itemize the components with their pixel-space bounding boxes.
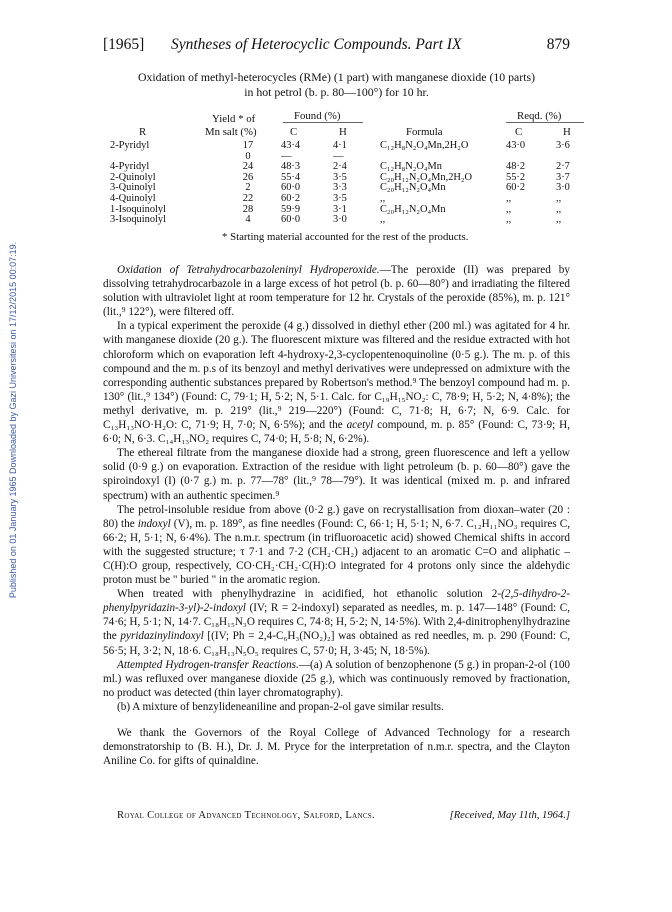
cell-found-h: 3·5: [333, 193, 347, 204]
cell-found-c: —: [281, 150, 292, 162]
paragraph-ethereal-filtrate: [103, 446, 570, 502]
header-yield-bottom: Mn salt (%): [205, 126, 257, 138]
cell-yield: 17: [242, 140, 254, 151]
table-caption-line-2: in hot petrol (b. p. 80—100°) for 10 hr.: [244, 85, 429, 99]
article-body: [103, 263, 570, 768]
acetyl-term: acetyl: [346, 419, 374, 432]
cell-reqd-c: 55·2: [506, 171, 526, 183]
side-provenance-strip: [6, 140, 20, 700]
table-footnote: * Starting material accounted for the rest of the products.: [222, 231, 469, 243]
cell-reqd-h: 3·7: [556, 171, 570, 183]
compound-name-pyridazinyl: (2,5-dihydro-2-phenylpyridazin-3-yl)-2-indoxyl: [103, 588, 570, 615]
cell-reqd-c: ,,: [506, 203, 512, 215]
cell-found-h: 3·3: [333, 182, 347, 194]
cell-r: 1-Isoquinolyl: [110, 203, 166, 215]
cell-formula: C₁₂H₈N₂O₄Mn,2H₂O: [380, 140, 469, 151]
reqd-rule: [506, 122, 584, 123]
header-found: Found (%): [294, 110, 341, 122]
found-rule: [283, 122, 363, 123]
cell-formula: ,,: [380, 193, 386, 204]
page-number: 879: [546, 36, 570, 53]
header-title: Syntheses of Heterocyclic Compounds. Part IX: [171, 36, 462, 53]
cell-reqd-c: 43·0: [506, 140, 526, 151]
paragraph-peroxide-prep: [103, 263, 570, 319]
provenance-note[interactable]: Published on 01 January 1965 Downloaded by Gazi Universitesi on 17/12/2015 00:07:19.: [8, 241, 18, 599]
cell-r: 3-Isoquinolyl: [110, 214, 166, 226]
paragraph-phenylhydrazine: [103, 587, 570, 657]
paragraph-text: [(IV; Ph = 2,4-C₆H₃(NO₂)₂] was obtained as red needles, m. p. 290 (Found: C, 56·5; H, 3·2; N, 18·6. C₁₈H₁₃N₅O₅ requires C, 57·0; H, 3·45; N, 18·5%).: [103, 630, 571, 657]
cell-yield: 2: [245, 182, 251, 194]
header-year: [1965]: [103, 36, 145, 53]
cell-reqd-h: ,,: [556, 193, 562, 204]
paragraph-text: In a typical experiment the peroxide (4 g.) dissolved in diethyl ether (200 ml.) was agitated for 4 hr. with manganese dioxide (20 g.). The fluorescent mixture was filtered and the residue extracted with hot chloroform which on evaporation left 4-hydroxy-2,3-cyclopentenoquinoline (0·5 g.). The m. p. of this compound and the m. p.s of its benzoyl and methyl derivatives were undepressed on admixture with the corresponding authentic substances prepared by Robertson's method.⁹ The benzoyl compound had m. p. 130° (lit.,⁹ 134°) (Found: C, 79·1; H, 5·2; N, 5·1. Calc. for C₁₉H₁₅NO₂: C, 78·9; H, 5·2; N, 4·8%); the methyl derivative, m. p. 219° (lit.,⁹ 219—220°) (Found: C, 71·8; H, 6·7; N, 6·9. Calc. for C₁₃H₁₃NO·H₂O: C, 71·9; H, 7·0; N, 6·5%); and the: [103, 320, 570, 432]
header-reqd-h: H: [563, 126, 571, 138]
cell-reqd-c: ,,: [506, 214, 512, 226]
table-caption: [103, 70, 570, 100]
cell-r: 4-Quinolyl: [110, 193, 156, 204]
cell-yield: 4: [245, 214, 251, 226]
paragraph-petrol-insoluble: [103, 503, 570, 588]
cell-found-h: 3·1: [333, 203, 347, 215]
cell-formula: C₂₀H₁₂N₂O₄Mn: [380, 182, 446, 194]
acknowledgements: [103, 726, 570, 768]
header-yield-top: Yield * of: [212, 113, 256, 125]
header-formula: Formula: [406, 126, 443, 138]
compound-name-pyridazinylindoxyl: pyridazinylindoxyl: [120, 630, 204, 643]
cell-reqd-h: 3·6: [556, 140, 570, 151]
cell-formula: C₂₀H₁₂N₂O₄Mn,2H₂O: [380, 171, 473, 183]
paragraph-hydrogen-transfer: [103, 658, 570, 700]
cell-found-h: 2·4: [333, 161, 347, 173]
cell-reqd-c: 48·2: [506, 161, 526, 173]
cell-reqd-h: 3·0: [556, 182, 570, 194]
cell-found-h: 4·1: [333, 140, 347, 151]
cell-found-c: 60·0: [281, 182, 301, 194]
cell-reqd-c: ,,: [506, 193, 512, 204]
table-caption-line-1: Oxidation of methyl-heterocycles (RMe) (1 part) with manganese dioxide (10 parts): [137, 70, 536, 84]
cell-r: 2-Pyridyl: [110, 140, 150, 151]
paragraph-benzylideneaniline: [103, 700, 570, 714]
paragraph-text: (IV; R = 2-indoxyl) separated as needles, m. p. 147—148° (Found: C, 74·6; H, 5·1; N, 14·7. C₁₈H₁₅N₃O requires C, 74·8; H, 5·2; N, 14·5%). With 2,4-dinitrophenylhydrazine the: [103, 602, 571, 643]
paragraph-text: —(a) A solution of benzophenone (5 g.) in propan-2-ol (100 ml.) was refluxed over manganese dioxide (25 g.), which was continuously removed by fractionation, no product was detected (thin layer chromatography).: [103, 658, 571, 699]
paragraph-text: The ethereal filtrate from the manganese dioxide had a strong, green fluorescence and left a yellow solid (0·9 g.) on evaporation. Extraction of the residue with light petroleum (b. p. 60—80°) gave the spiroindoxyl (I) (0·7 g.) m. p. 77—78° (lit.,⁹ 78—79°). It was identical (mixed m. p. and infrared spectrum) with an authentic specimen.⁹: [103, 447, 570, 502]
cell-found-c: 60·2: [281, 193, 301, 204]
header-found-h: H: [339, 126, 347, 138]
header-reqd-c: C: [515, 126, 523, 138]
header-found-c: C: [290, 126, 298, 138]
cell-found-c: 55·4: [281, 171, 301, 183]
cell-yield: 22: [242, 193, 254, 204]
cell-reqd-h: ,,: [556, 214, 562, 226]
header-r: R: [139, 126, 147, 138]
paragraph-text: The petrol-insoluble residue from above (0·2 g.) gave on recrystallisation from dioxan–water (20 : 80) the: [103, 503, 570, 530]
institution: Royal College of Advanced Technology, Salford, Lancs.: [117, 810, 375, 821]
running-header: [103, 36, 570, 56]
cell-yield: 0: [245, 150, 251, 162]
cell-reqd-c: 60·2: [506, 182, 526, 194]
cell-found-c: 48·3: [281, 161, 301, 173]
cell-found-c: 43·4: [281, 140, 301, 151]
cell-r: 4-Pyridyl: [110, 161, 150, 173]
cell-found-c: 60·0: [281, 214, 301, 226]
cell-r: 3-Quinolyl: [110, 182, 156, 194]
paragraph-text: When treated with phenylhydrazine in acidified, hot ethanolic solution 2-: [117, 588, 502, 601]
paragraph-text: (b) A mixture of benzylideneaniline and propan-2-ol gave similar results.: [117, 700, 444, 713]
paragraph-text: (V), m. p. 189°, as fine needles (Found: C, 66·1; H, 5·1; N, 6·7. C₁₂H₁₁NO₃ requires C, 66·2; H, 5·1; N, 6·4%). The n.m.r. spectrum (in trifluoroacetic acid) showed Chemical shifts in accord with the suggested structure; τ 7·1 and 7·2 (CH₂·CH₂) adjacent to an aromatic C=O and aliphatic –C(H):O group, respectively, CO·CH₂·CH₂·C(H):O integrated for 4 protons only since the aldehydic proton must be " buried " in the aromatic region.: [103, 517, 570, 587]
cell-formula: ,,: [380, 214, 386, 226]
paragraph-text: —The peroxide (II) was prepared by dissolving tetrahydrocarbazole in a large excess of hot petrol (b. p. 60—80°) and irradiating the filtered solution with ultraviolet light at room temperature for 12 hr. Crystals of the peroxide (85%), m. p. 121° (lit.,⁹ 122°), were filtered off.: [103, 264, 570, 319]
cell-found-c: 59·9: [281, 203, 301, 215]
cell-found-h: 3·0: [333, 214, 347, 226]
cell-yield: 28: [242, 203, 254, 215]
cell-reqd-h: 2·7: [556, 161, 570, 173]
received-date: [Received, May 11th, 1964.]: [449, 810, 570, 821]
cell-yield: 26: [242, 171, 254, 183]
section-title-oxidation: Oxidation of Tetrahydrocarbazoleninyl Hydroperoxide.: [117, 264, 380, 276]
cell-found-h: 3·5: [333, 171, 347, 183]
cell-found-h: —: [333, 150, 344, 162]
cell-yield: 24: [242, 161, 254, 173]
cell-r: 2-Quinolyl: [110, 171, 156, 183]
header-reqd: Reqd. (%): [517, 110, 562, 122]
section-title-hydrogen-transfer: Attempted Hydrogen-transfer Reactions.: [117, 658, 299, 671]
cell-formula: C₂₀H₁₂N₂O₄Mn: [380, 203, 446, 215]
indoxyl-term: indoxyl: [137, 517, 171, 530]
acknowledgements-text: We thank the Governors of the Royal College of Advanced Technology for a research demonstratorship to (B. H.), Dr. J. M. Pryce for the interpretation of n.m.r. spectra, and the Clayton Aniline Co. for gifts of quinaldine.: [103, 727, 570, 768]
paragraph-typical-experiment: [103, 319, 570, 446]
cell-formula: C₁₂H₈N₂O₄Mn: [380, 161, 442, 173]
paragraph-text: compound, m. p. 85° (Found: C, 73·9; H, 6·0; N, 6·3. C₁₄H₁₃NO₂ requires C, 74·0; H, 5·8; N, 6·2%).: [103, 419, 571, 446]
cell-reqd-h: ,,: [556, 203, 562, 215]
